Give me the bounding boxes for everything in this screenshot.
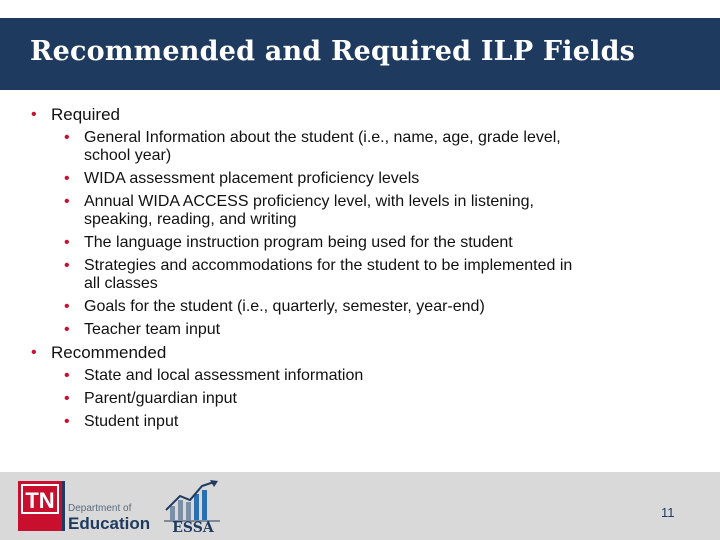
- bullet-icon: •: [31, 106, 37, 123]
- bullet-icon: •: [64, 321, 70, 338]
- bullet-icon: •: [64, 257, 70, 274]
- list-item: Student input: [84, 413, 179, 430]
- svg-text:Department of: Department of: [68, 503, 132, 514]
- list-item-continuation: school year): [84, 147, 172, 164]
- bullet-icon: •: [64, 367, 70, 384]
- page-number: 11: [661, 505, 675, 520]
- bullet-icon: •: [64, 129, 70, 146]
- list-item-continuation: speaking, reading, and writing: [84, 211, 297, 228]
- bullet-icon: •: [64, 170, 70, 187]
- bullet-icon: •: [64, 390, 70, 407]
- list-item: Annual WIDA ACCESS proficiency level, with levels in listening,: [84, 193, 534, 210]
- list-item-continuation: all classes: [84, 275, 158, 292]
- bullet-icon: •: [64, 413, 70, 430]
- svg-text:Education: Education: [68, 514, 150, 533]
- bullet-icon: •: [31, 344, 37, 361]
- list-item: Parent/guardian input: [84, 390, 237, 407]
- essa-logo: [162, 480, 224, 536]
- svg-text:TN: TN: [25, 488, 55, 513]
- section-heading-recommended: Recommended: [51, 343, 167, 362]
- list-item: Goals for the student (i.e., quarterly, semester, year-end): [84, 298, 485, 315]
- tn-department-of-education-logo: [18, 481, 150, 533]
- list-item: Strategies and accommodations for the student to be implemented in: [84, 257, 573, 274]
- bullet-icon: •: [64, 193, 70, 210]
- list-item: WIDA assessment placement proficiency levels: [84, 170, 420, 187]
- list-item: Teacher team input: [84, 321, 221, 338]
- list-item: State and local assessment information: [84, 367, 364, 384]
- svg-text:ESSA: ESSA: [172, 520, 214, 536]
- list-item: General Information about the student (i.e., name, age, grade level,: [84, 129, 561, 146]
- list-item: The language instruction program being used for the student: [84, 234, 513, 251]
- bullet-icon: •: [64, 234, 70, 251]
- bullet-icon: •: [64, 298, 70, 315]
- section-heading-required: Required: [51, 105, 120, 124]
- slide-title: Recommended and Required ILP Fields: [30, 36, 636, 67]
